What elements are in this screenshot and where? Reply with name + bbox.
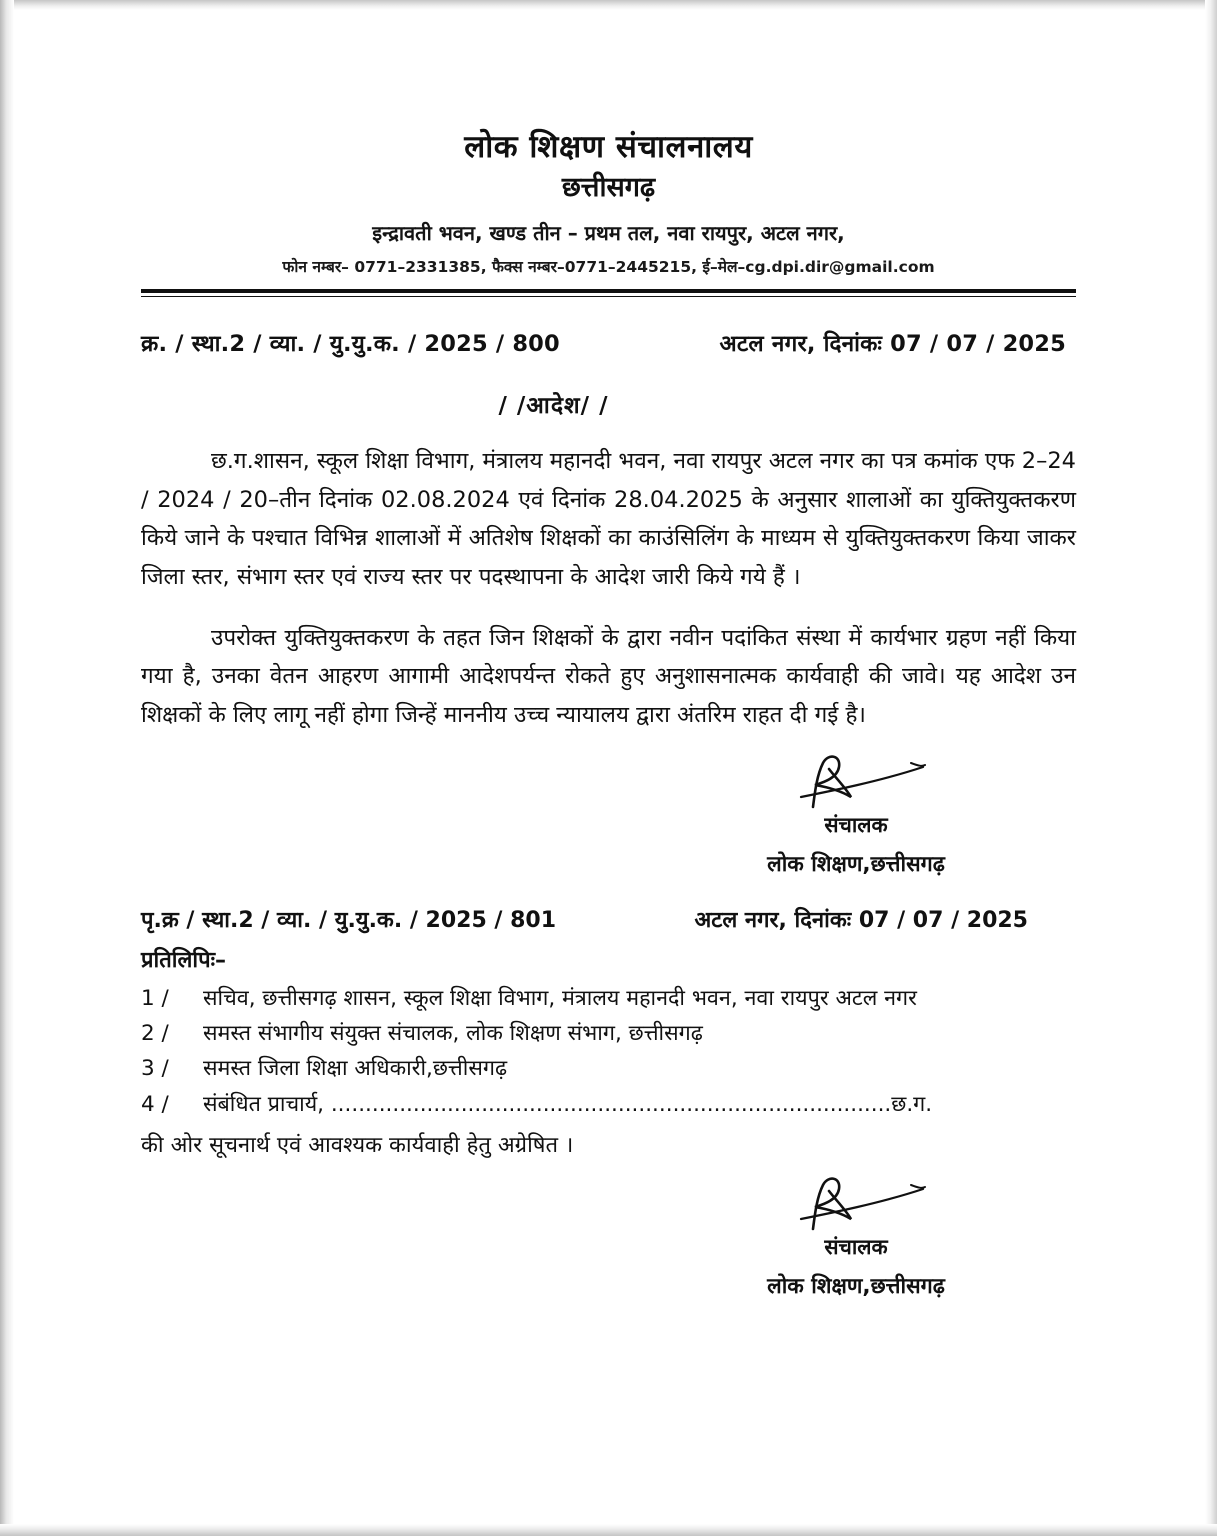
- list-item: [141, 982, 1076, 1015]
- office-contact: फोन नम्बर– 0771–2331385, फैक्स नम्बर–0771–2445215, ई–मेल–cg.dpi.dir@gmail.com: [282, 257, 935, 276]
- signatory-office: लोक शिक्षण,छत्तीसगढ़: [767, 851, 945, 877]
- reference-place-date: अटल नगर, दिनांकः 07 / 07 / 2025: [719, 331, 1066, 357]
- signature-icon: [646, 753, 1066, 815]
- endorsement-place-date: अटल नगर, दिनांकः 07 / 07 / 2025: [694, 907, 1028, 933]
- letterhead: [0, 0, 1217, 297]
- signature-block-endorsement: [646, 1175, 1066, 1300]
- signatory-designation: संचालक: [824, 1235, 888, 1260]
- list-item-text: सचिव, छत्तीसगढ़ शासन, स्कूल शिक्षा विभाग, मंत्रालय महानदी भवन, नवा रायपुर अटल नगर: [203, 985, 917, 1011]
- copy-to-label: प्रतिलिपिः–: [141, 947, 227, 973]
- list-item: [141, 1017, 1076, 1050]
- list-item-text: समस्त जिला शिक्षा अधिकारी,छत्तीसगढ़: [203, 1056, 508, 1082]
- list-item-text: समस्त संभागीय संयुक्त संचालक, लोक शिक्षण संभाग, छत्तीसगढ़: [203, 1021, 703, 1047]
- document-body: [141, 327, 1076, 1300]
- signature-block-primary: [646, 753, 1066, 878]
- signature-icon: [646, 1175, 1066, 1237]
- order-paragraph-1: छ.ग.शासन, स्कूल शिक्षा विभाग, मंत्रालय महानदी भवन, नवा रायपुर अटल नगर का पत्र कमांक एफ 2–24 / 2024 / 20–तीन दिनांक 02.08.2024 एवं दिनांक 28.04.2025 के अनुसार शालाओं का युक्तियुक्तकरण किये जाने के पश्चात विभिन्न शालाओं में अतिशेष शिक्षकों का काउंसिलिंग के माध्यम से युक्तियुक्तकरण किया जाकर जिला स्तर, संभाग स्तर एवं राज्य स्तर पर पदस्थापना के आदेश जारी किये गये हैं ।: [141, 448, 1076, 591]
- signatory-designation: संचालक: [824, 812, 888, 837]
- signatory-office: लोक शिक्षण,छत्तीसगढ़: [767, 1274, 945, 1300]
- list-item-number: 3 /: [141, 1056, 169, 1082]
- office-address: इन्द्रावती भवन, खण्ड तीन – प्रथम तल, नवा रायपुर, अटल नगर,: [372, 220, 845, 245]
- order-paragraph-2: उपरोक्त युक्तियुक्तकरण के तहत जिन शिक्षकों के द्वारा नवीन पदांकित संस्था में कार्यभार ग्रहण नहीं किया गया है, उनका वेतन आहरण आगामी आदेशपर्यन्त रोकते हुए अनुशासनात्मक कार्यवाही की जावे। यह आदेश उन शिक्षकों के लिए लागू नहीं होगा जिन्हें माननीय उच्च न्यायालय द्वारा अंतरिम राहत दी गई है।: [141, 624, 1076, 729]
- copy-to-list: [141, 982, 1076, 1121]
- endorsement-number: पृ.क्र / स्था.2 / व्या. / यु.यु.क. / 2025 / 801: [141, 907, 557, 933]
- order-heading: / /आदेश/ /: [498, 393, 609, 419]
- list-item-text: संबंधित प्राचार्य, ..................................................................................छ.ग.: [203, 1091, 933, 1117]
- state-name: छत्तीसगढ़: [561, 171, 656, 203]
- closing-line: की ओर सूचनार्थ एवं आवश्यक कार्यवाही हेतु अग्रेषित ।: [141, 1133, 574, 1159]
- reference-number: क्र. / स्था.2 / व्या. / यु.यु.क. / 2025 / 800: [141, 331, 560, 357]
- endorsement-reference-row: [141, 904, 1076, 934]
- list-item-number: 2 /: [141, 1021, 169, 1047]
- list-item: [141, 1052, 1076, 1085]
- department-title: लोक शिक्षण संचालनालय: [464, 129, 753, 165]
- header-divider: [141, 289, 1076, 298]
- list-item-number: 4 /: [141, 1091, 169, 1117]
- list-item-number: 1 /: [141, 985, 169, 1011]
- reference-row: [141, 327, 1076, 358]
- list-item: [141, 1088, 1076, 1121]
